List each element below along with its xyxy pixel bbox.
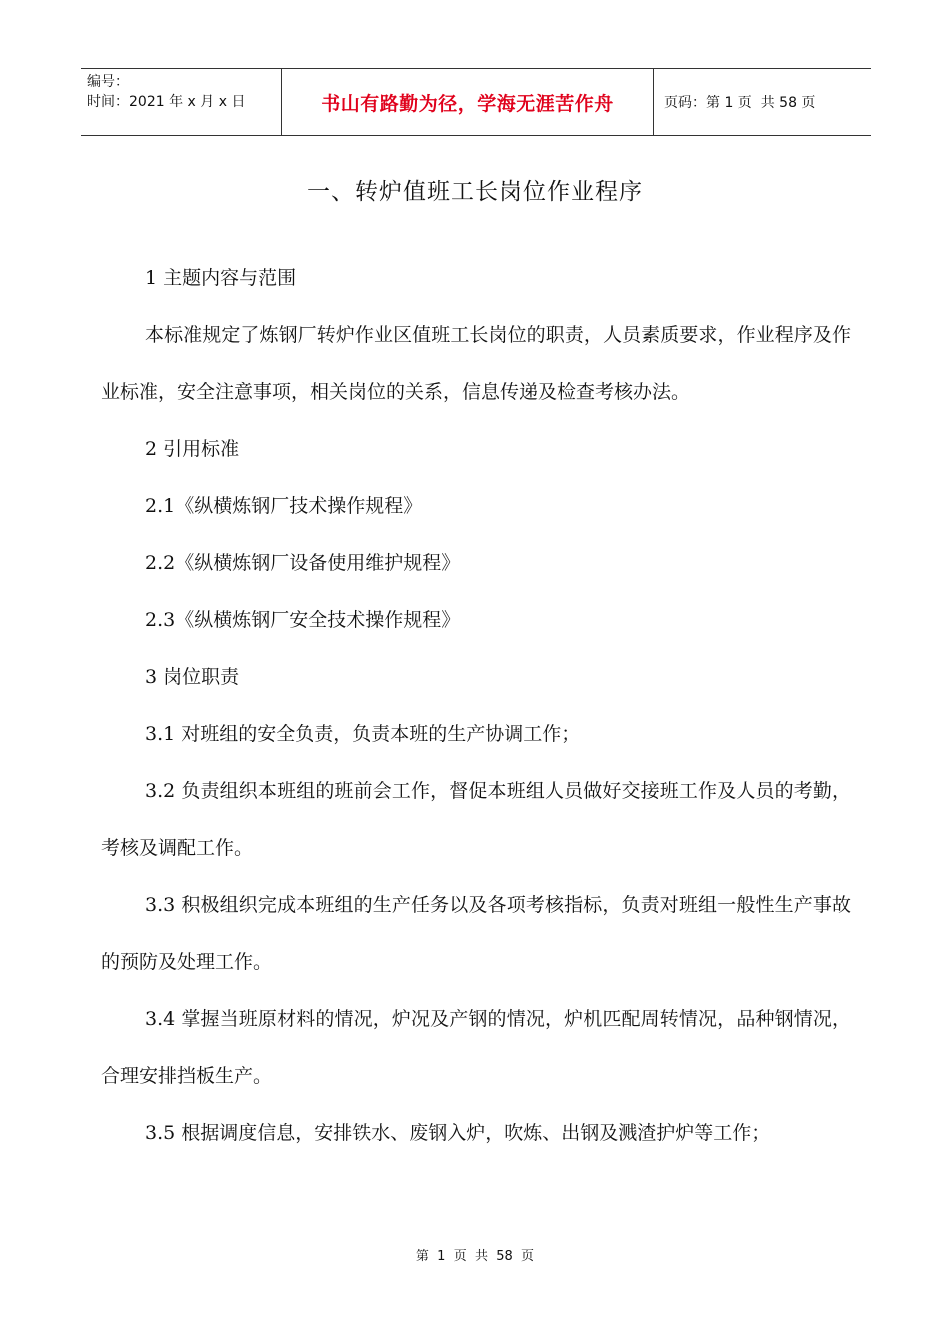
header-page-info bbox=[654, 69, 871, 135]
header-motto: 书山有路勤为径，学海无涯苦作舟 bbox=[281, 69, 654, 135]
reference-item-2-3: 2.3《纵横炼钢厂安全技术操作规程》 bbox=[145, 609, 461, 631]
duty-item-3-5: 3.5 根据调度信息，安排铁水、废钢入炉，吹炼、出钢及溅渣护炉等工作； bbox=[145, 1122, 771, 1144]
duty-item-3-2: 3.2 负责组织本班组的班前会工作，督促本班组人员做好交接班工作及人员的考勤，考核及调配工作。 bbox=[101, 780, 851, 859]
document-title: 一、转炉值班工长岗位作业程序 bbox=[307, 179, 643, 205]
document-body bbox=[101, 250, 851, 1162]
header-meta bbox=[81, 69, 281, 135]
duty-item-3-3: 3.3 积极组织完成本班组的生产任务以及各项考核指标，负责对班组一般性生产事故的预防及处理工作。 bbox=[101, 894, 851, 973]
page-info-text: 页码：第 1 页 共 58 页 bbox=[664, 95, 816, 111]
reference-item-2-2: 2.2《纵横炼钢厂设备使用维护规程》 bbox=[145, 552, 461, 574]
paragraph-scope: 本标准规定了炼钢厂转炉作业区值班工长岗位的职责，人员素质要求，作业程序及作业标准，安全注意事项，相关岗位的关系，信息传递及检查考核办法。 bbox=[101, 324, 851, 403]
duty-item-3-1: 3.1 对班组的安全负责，负责本班的生产协调工作； bbox=[145, 723, 581, 745]
page-footer: 第 1 页 共 58 页 bbox=[415, 1249, 535, 1264]
section-heading-3: 3 岗位职责 bbox=[145, 666, 240, 688]
section-heading-1: 1 主题内容与范围 bbox=[145, 267, 297, 289]
duty-item-3-4: 3.4 掌握当班原材料的情况，炉况及产钢的情况，炉机匹配周转情况，品种钢情况，合理安排挡板生产。 bbox=[101, 1008, 851, 1087]
reference-item-2-1: 2.1《纵横炼钢厂技术操作规程》 bbox=[145, 495, 423, 517]
document-header bbox=[81, 68, 871, 136]
section-heading-2: 2 引用标准 bbox=[145, 438, 240, 460]
time-label: 时间：2021 年 x 月 x 日 bbox=[87, 94, 246, 110]
code-label: 编号： bbox=[87, 74, 129, 90]
